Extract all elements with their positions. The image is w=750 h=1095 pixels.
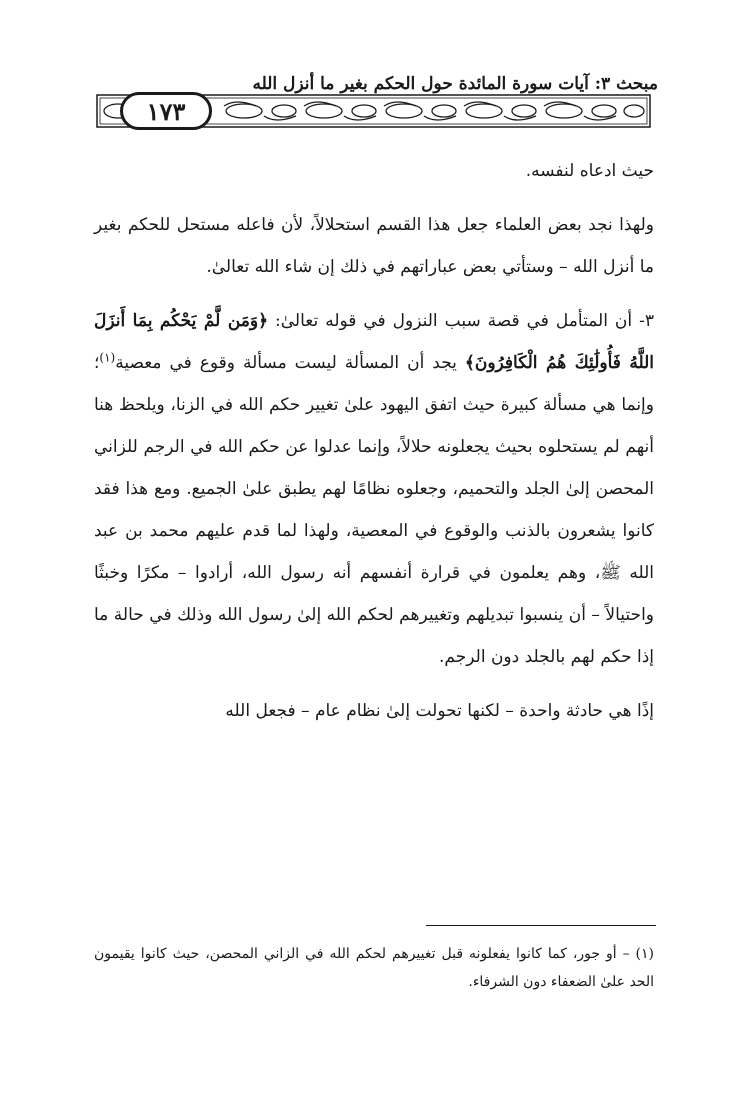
paragraph-4: إذًا هي حادثة واحدة – لكنها تحولت إلىٰ نظام عام – فجعل الله	[225, 701, 654, 721]
paragraph-1: حيث ادعاه لنفسه.	[525, 161, 654, 181]
page-number: ١٧٣	[120, 92, 212, 130]
footnote-divider	[426, 925, 656, 926]
body-text	[94, 150, 654, 744]
paragraph-2: ولهذا نجد بعض العلماء جعل هذا القسم استحلالاً، لأن فاعله مستحل للحكم بغير ما أنزل الله – وستأتي بعض عباراتهم في ذلك إن شاء الله تعالىٰ.	[94, 215, 654, 277]
quran-verse: ﴿وَمَن لَّمْ يَحْكُم بِمَا أَنزَلَ اللَّهُ فَأُولَٰئِكَ هُمُ الْكَافِرُونَ﴾	[94, 311, 655, 373]
footnote: (١) – أو جور، كما كانوا يفعلونه قبل تغييرهم لحكم الله في الزاني المحصن، حيث كانوا يقيمون الحد علىٰ الضعفاء دون الشرفاء.	[94, 946, 654, 990]
paragraph-3-mid: يجد أن المسألة ليست مسألة وقوع في معصية	[115, 353, 465, 373]
paragraph-3-intro: ٣- أن المتأمل في قصة سبب النزول في قوله تعالىٰ:	[268, 311, 654, 331]
paragraph-3	[94, 300, 654, 678]
paragraph-3-rest: ؛ وإنما هي مسألة كبيرة حيث اتفق اليهود علىٰ تغيير حكم الله في الزنا، ويلحظ هنا أنهم لم يستحلوه بحيث يجعلونه حلالاً، وإنما عدلوا عن حكم الله في الرجم للزاني المحصن إلىٰ الجلد والتحميم، وجعلوه نظامًا لهم يطبق علىٰ الجميع. ومع هذا فقد كانوا يشعرون بالذنب والوقوع في المعصية، ولهذا لما قدم عليهم محمد بن عبد الله ﷺ، وهم يعلمون في قرارة أنفسهم أنه رسول الله، أرادوا – مكرًا وخبثًا واحتيالاً – أن ينسبوا تبديلهم وتغييرهم لحكم الله إلىٰ رسول الله وذلك في حالة ما إذا حكم لهم بالجلد دون الرجم.	[94, 353, 654, 667]
footnote-reference: (١)	[99, 350, 116, 365]
header-title: مبحث ٣: آيات سورة المائدة حول الحكم بغير ما أنزل الله	[252, 74, 658, 94]
